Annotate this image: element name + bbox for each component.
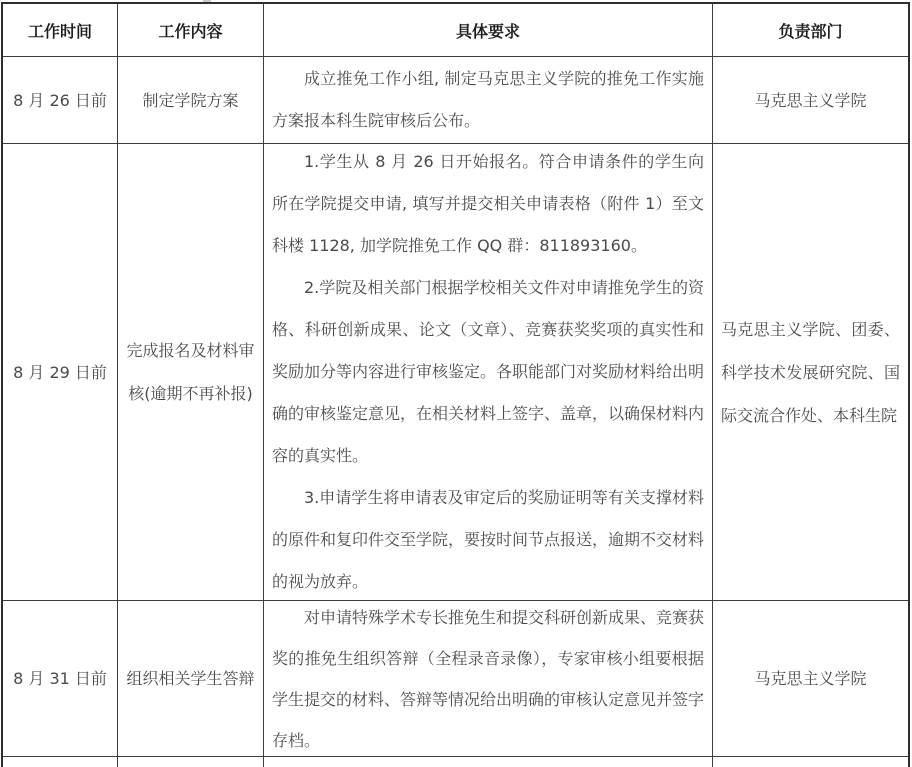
row3-time	[3, 601, 118, 757]
row2-department	[713, 144, 908, 601]
row1-requirement-paragraph: 成立推免工作小组, 制定马克思主义学院的推免工作实施方案报本科生院审核后公布。	[272, 69, 704, 130]
header-requirements	[264, 4, 713, 57]
row3-content-text: 组织相关学生答辩	[126, 669, 255, 688]
row4-department-partial	[713, 757, 908, 767]
row2-department-text: 马克思主义学院、团委、科学技术发展研究院、国际交流合作处、本科生院	[721, 319, 900, 425]
row3-department	[713, 601, 908, 757]
row1-content-text: 制定学院方案	[142, 90, 239, 110]
header-requirements-label: 具体要求	[455, 21, 520, 41]
row2-requirement-paragraph-3: 3.申请学生将申请表及审定后的奖励证明等有关支撑材料的原件和复印件交至学院，要按时间节点报送，逾期不交材料的视为放弃。	[272, 488, 705, 591]
row3-department-text: 马克思主义学院	[754, 669, 867, 688]
row4-time-partial	[3, 757, 118, 767]
row4-content-partial	[118, 757, 264, 767]
row1-requirements	[264, 57, 713, 144]
row1-time-text: 8 月 26 日前	[13, 90, 107, 110]
row1-content	[118, 57, 264, 144]
row3-requirement-paragraph: 对申请特殊学术专长推免生和提交科研创新成果、竞赛获奖的推免生组织答辩（全程录音录像），专家审核小组要根据学生提交的材料、答辩等情况给出明确的审核认定意见并签字存档。	[272, 607, 705, 750]
work-schedule-table	[1, 2, 910, 767]
header-work-content	[118, 4, 264, 57]
row2-time-text: 8 月 29 日前	[13, 362, 107, 382]
row2-requirement-paragraph-1: 1.学生从 8 月 26 日开始报名。符合申请条件的学生向所在学院提交申请, 填写并提交相关申请表格（附件 1）至文科楼 1128, 加学院推免工作 QQ 群：811893160。	[272, 152, 704, 255]
row1-time	[3, 57, 118, 144]
row1-department-text: 马克思主义学院	[754, 90, 867, 110]
row2-time	[3, 144, 118, 601]
header-department-label: 负责部门	[778, 21, 843, 41]
header-department	[713, 4, 908, 57]
row3-time-text: 8 月 31 日前	[13, 669, 107, 688]
header-work-content-label: 工作内容	[158, 21, 223, 41]
row2-requirement-paragraph-2: 2.学院及相关部门根据学校相关文件对申请推免学生的资格、科研创新成果、论文（文章）、竞赛获奖奖项的真实性和奖励加分等内容进行审核鉴定。各职能部门对奖励材料给出明确的审核鉴定意见，在相关材料上签字、盖章，以确保材料内容的真实性。	[272, 278, 705, 465]
row2-content	[118, 144, 264, 601]
header-work-time	[3, 4, 118, 57]
row1-department	[713, 57, 908, 144]
row3-content	[118, 601, 264, 757]
row3-requirements	[264, 601, 713, 757]
row2-content-text: 完成报名及材料审核(逾期不再补报)	[126, 341, 255, 403]
header-work-time-label: 工作时间	[27, 21, 92, 41]
row4-requirements-partial	[264, 757, 713, 767]
row2-requirements	[264, 144, 713, 601]
